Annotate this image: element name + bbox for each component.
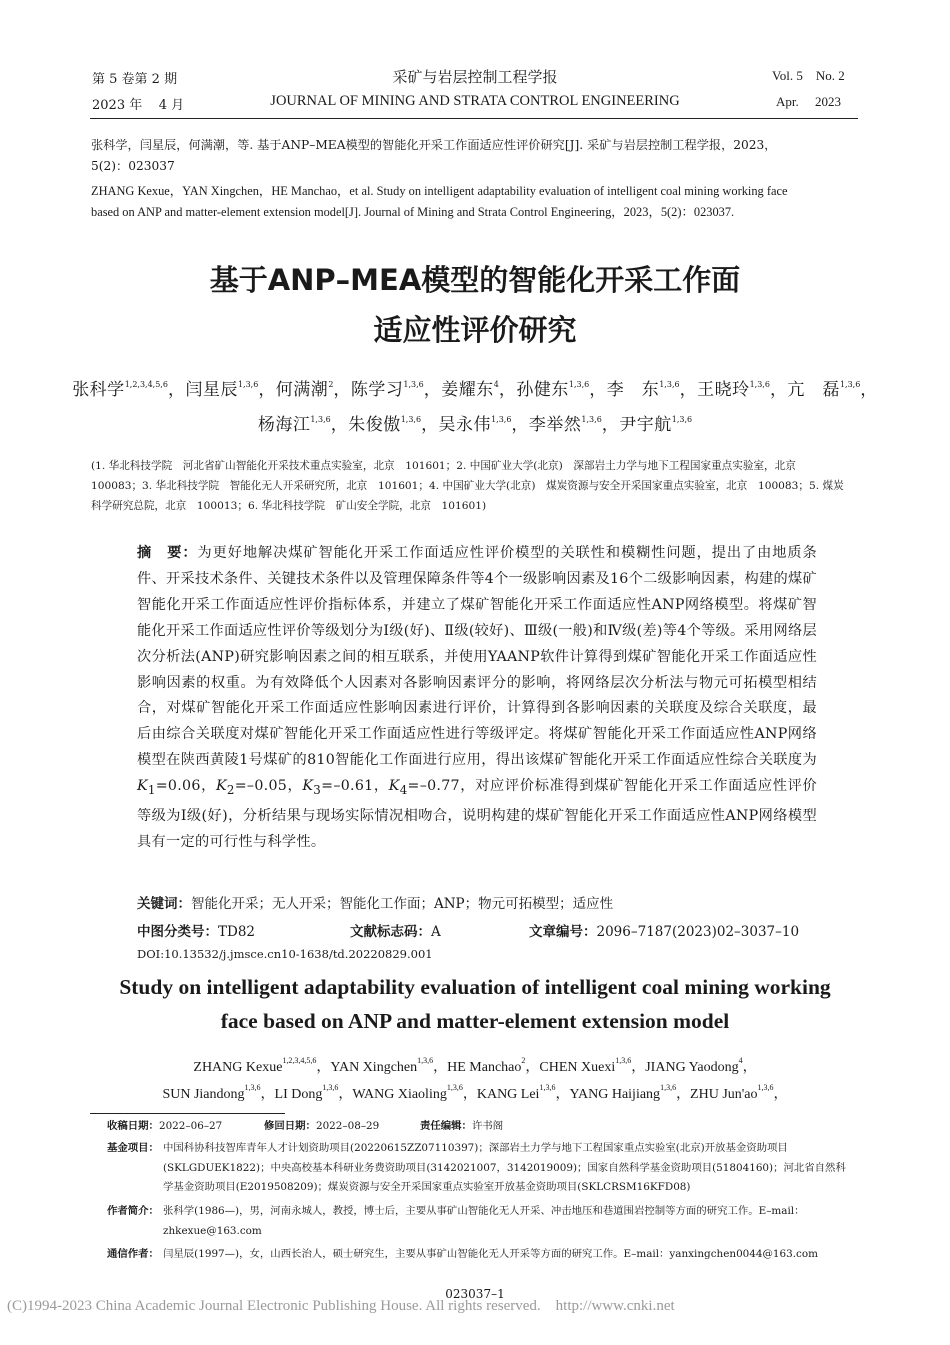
keywords-text: 智能化开采；无人开采；智能化工作面；ANP；物元可拓模型；适应性 [191,896,614,912]
fund-text [163,1139,863,1198]
author-affiliation-sup: 1,2,3,4,5,6 [282,1056,317,1065]
k-symbol: K [302,778,314,795]
author-affiliation-sup: 1,3,6 [244,1083,261,1092]
dates-line [107,1117,222,1137]
author-en: SUN Jiandong [162,1087,245,1102]
authors-zh-line2 [0,410,950,435]
citation-en-line2: based on ANP and matter-element extension model[J]. Journal of Mining and Strata Control Engineering，2023，5(2)：023037. [91,205,735,219]
revised-label: 修回日期： [264,1120,316,1132]
title-zh-line2: 适应性评价研究 [373,313,577,347]
fund-line: (SKLGDUEK1822)；中央高校基本科研业务费资助项目(3142021007，3142019009)；国家自然科学基金资助项目(51804160)；河北省自然科 [163,1161,846,1174]
author-affiliation-sup: 1,3,6 [615,1056,632,1065]
author-affiliation-sup: 1,3,6 [310,415,331,424]
author-zh: ，孙健东 [498,380,569,400]
doc-code-value: A [431,924,441,940]
author-en: ，HE Manchao [433,1060,522,1075]
k-value: =–0.61， [321,778,389,795]
citation-zh-line1: 张科学，闫星辰，何满潮，等. 基于ANP–MEA模型的智能化开采工作面适应性评价研究[J]. 采矿与岩层控制工程学报，2023， [91,138,777,152]
clc-value: TD82 [218,924,256,940]
corresponding-block [0,1245,950,1267]
revised-line [264,1117,379,1137]
author-zh: ，尹宇航 [601,415,672,435]
editor-name: 许书阁 [471,1120,504,1132]
keywords-label: 关键词： [137,896,191,912]
abstract-text: 为更好地解决煤矿智能化开采工作面适应性评价模型的关联性和模糊性问题，提出了由地质条件、开采技术条件、关键技术条件以及管理保障条件等4个一级影响因素及16个二级影响因素，构建的煤矿智能化开采工作面适应性评价指标体系，并建立了煤矿智能化开采工作面适应性ANP网络模型。将煤矿智能化开采工作面适应性评价等级划分为Ⅰ级(好)、Ⅱ级(较好)、Ⅲ级(一般)和Ⅳ级(差)等4个等级。采用网络层次分析法(ANP)研究影响因素之间的相互联系，并使用YAANP软件计算得到煤矿智能化开采工作面适应性影响因素的权重。为有效降低个人因素对各影响因素评分的影响，将网络层次分析法与物元可拓模型相结合，对煤矿智能化开采工作面适应性影响因素进行评价，计算得到各影响因素的关联度及综合关联度，最后由综合关联度对煤矿智能化开采工作面适应性进行等级评定。将煤矿智能化开采工作面适应性ANP网络模型在陕西黄陵1号煤矿的810智能化工作面进行应用，得出该煤矿智能化开采工作面适应性综合关联度为 [137,545,817,769]
author-affiliation-sup: 4 [493,380,499,389]
article-number-value: 2096–7187(2023)02–3037–10 [596,924,800,940]
author-zh: 杨海江 [257,415,311,435]
k-value: =0.06， [155,778,216,795]
journal-name-zh: 采矿与岩层控制工程学报 [392,68,558,86]
k-value: =–0.77， [407,778,476,795]
author-zh: ，姜耀东 [423,380,494,400]
author-en: ，ZHU Jun'ao [676,1087,758,1102]
affiliation-line: 科学研究总院，北京 100013；6. 华北科技学院 矿山安全学院，北京 101601) [91,500,487,512]
k-symbol: K [137,778,148,795]
citation-zh-line2: 5(2)：023037 [91,159,175,173]
fund-block [0,1139,950,1205]
k-value: =–0.05， [234,778,303,795]
abstract-text: 对应评价标准得到煤矿智能化开采工作面适应性评价等级为Ⅰ级(好)，分析结果与现场实际情况相吻合，说明构建的煤矿智能化开采工作面适应性ANP网络模型具有一定的可行性与科学性。 [137,778,818,850]
author-en: ，KANG Lei [462,1087,540,1102]
affiliation-line: 100083；3. 华北科技学院 智能化无人开采研究所，北京 101601；4. 中国矿业大学(北京) 煤炭资源与安全开采国家重点实验室，北京 100083；5. 煤炭 [91,480,844,492]
author-zh: ，何满潮 [258,380,329,400]
author-affiliation-sup: 1,3,6 [403,380,424,389]
issue-label-en: Vol. 5 No. 2 [772,68,845,83]
author-separator: ， [742,1060,757,1075]
abstract-label: 摘 要： [137,545,198,561]
title-en-line2: face based on ANP and matter-element extension model [220,1009,730,1033]
received-date: 2022–06–27 [158,1120,223,1132]
author-en: ，JIANG Yaodong [631,1060,739,1075]
author-bio-label: 作者简介： [107,1205,159,1217]
author-zh: ，李 东 [589,380,660,400]
author-affiliation-sup: 1,3,6 [839,380,861,389]
author-bio-block [0,1202,950,1246]
doc-code-label: 文献标志码： [350,924,431,940]
k-subscript: 4 [399,782,408,797]
date-zh: 2023 年 4 月 [92,98,185,113]
editor-line [420,1117,503,1137]
author-affiliation-sup: 1,3,6 [581,415,602,424]
cnki-watermark: (C)1994-2023 China Academic Journal Electronic Publishing House. All rights reserved. http://www.cnki.net [7,1298,675,1314]
clc-number [137,920,255,940]
author-affiliation-sup: 1,3,6 [671,415,693,424]
corresponding-text: 闫星辰(1997—)，女，山西长治人，硕士研究生，主要从事矿山智能化无人开采等方面的研究工作。E–mail：yanxingchen0044@163.com [163,1248,818,1260]
author-affiliation-sup: 1,3,6 [539,1083,556,1092]
author-affiliation-sup: 1,3,6 [322,1083,339,1092]
author-affiliation-sup: 1,3,6 [400,415,422,424]
corresponding-label: 通信作者： [107,1248,159,1260]
author-affiliation-sup: 1,3,6 [749,380,770,389]
author-bio-text [163,1202,863,1241]
author-en: ，WANG Xiaoling [338,1087,447,1102]
clc-label: 中图分类号： [137,924,218,940]
journal-name-en: JOURNAL OF MINING AND STRATA CONTROL ENGINEERING [270,93,680,109]
article-number [529,920,799,940]
author-affiliation-sup: 1,3,6 [237,380,259,389]
issue-label: 第 5 卷第 2 期 [92,72,178,87]
author-zh: ，亢 磊 [769,380,840,400]
author-zh: 张科学 [72,380,125,400]
author-affiliation-sup: 1,3,6 [446,1083,463,1092]
article-number-label: 文章编号： [529,924,597,940]
authors-zh-line1 [0,375,950,400]
document-code [350,920,441,940]
author-affiliation-sup: 1,3,6 [757,1083,774,1092]
author-zh: ，陈学习 [333,380,404,400]
title-en-line1: Study on intelligent adaptability evaluation of intelligent coal mining working [119,975,831,999]
fund-line: 中国科协科技智库青年人才计划资助项目(20220615ZZ07110397)；深部岩土力学与地下工程国家重点实验室(北京)开放基金资助项目 [163,1142,788,1154]
author-en: ZHANG Kexue [193,1060,283,1075]
doi[interactable]: DOI:10.13532/j.jmsce.cn10-1638/td.20220829.001 [137,947,433,961]
author-affiliation-sup: 2 [328,380,334,389]
date-en: Apr. 2023 [776,94,841,109]
k-subscript: 2 [226,782,235,797]
k-subscript: 1 [147,782,156,797]
k-symbol: K [216,778,227,795]
author-en: ，YANG Haijiang [555,1087,661,1102]
author-en: ，CHEN Xuexi [525,1060,616,1075]
author-zh: ，闫星辰 [167,380,238,400]
header-rule [90,118,858,119]
editor-label: 责任编辑： [420,1120,472,1132]
author-affiliation-sup: 1,3,6 [659,380,680,389]
footnote-rule [90,1113,285,1114]
author-separator: ， [773,1087,788,1102]
author-bio-line: 张科学(1986—)，男，河南永城人，教授，博士后，主要从事矿山智能化无人开采、冲击地压和巷道围岩控制等方面的研究工作。E–mail： [163,1205,805,1217]
k-subscript: 3 [313,782,322,797]
received-label: 收稿日期： [107,1120,159,1132]
affiliation-line: (1. 华北科技学院 河北省矿山智能化开采技术重点实验室，北京 101601；2. 中国矿业大学(北京) 深部岩土力学与地下工程国家重点实验室，北京 [91,460,796,472]
author-affiliation-sup: 1,3,6 [568,380,590,389]
author-separator: ， [860,380,878,400]
author-zh: ，朱俊傲 [330,415,401,435]
page-number: 023037–1 [445,1287,505,1301]
author-zh: ，王晓玲 [679,380,750,400]
author-affiliation-sup: 1,2,3,4,5,6 [124,380,168,389]
abstract [137,541,817,856]
author-en: ，YAN Xingchen [316,1060,418,1075]
author-affiliation-sup: 2 [521,1056,526,1065]
author-zh: ，李举然 [511,415,582,435]
citation-en-line1: ZHANG Kexue，YAN Xingchen，HE Manchao，et al. Study on intelligent adaptability evaluation of intelligent coal mining working face [91,184,788,198]
author-email[interactable]: zhkexue@163.com [163,1224,262,1237]
fund-label: 基金项目： [107,1142,159,1154]
keywords [137,892,613,912]
author-affiliation-sup: 1,3,6 [417,1056,434,1065]
revised-date: 2022–08–29 [315,1120,380,1132]
affiliations [91,456,871,516]
k-symbol: K [388,778,400,795]
author-affiliation-sup: 4 [738,1056,743,1065]
author-zh: ，吴永伟 [421,415,492,435]
author-affiliation-sup: 1,3,6 [491,415,512,424]
fund-line: 学基金资助项目(E2019508209)；煤炭资源与安全开采国家重点实验室开放基金资助项目(SKLCRSM16KFD08) [163,1181,691,1193]
author-en: ，LI Dong [260,1087,323,1102]
author-affiliation-sup: 1,3,6 [660,1083,677,1092]
title-zh-line1: 基于ANP–MEA模型的智能化开采工作面 [209,263,741,297]
authors-en-line1 [0,1056,950,1076]
authors-en-line2 [0,1083,950,1103]
